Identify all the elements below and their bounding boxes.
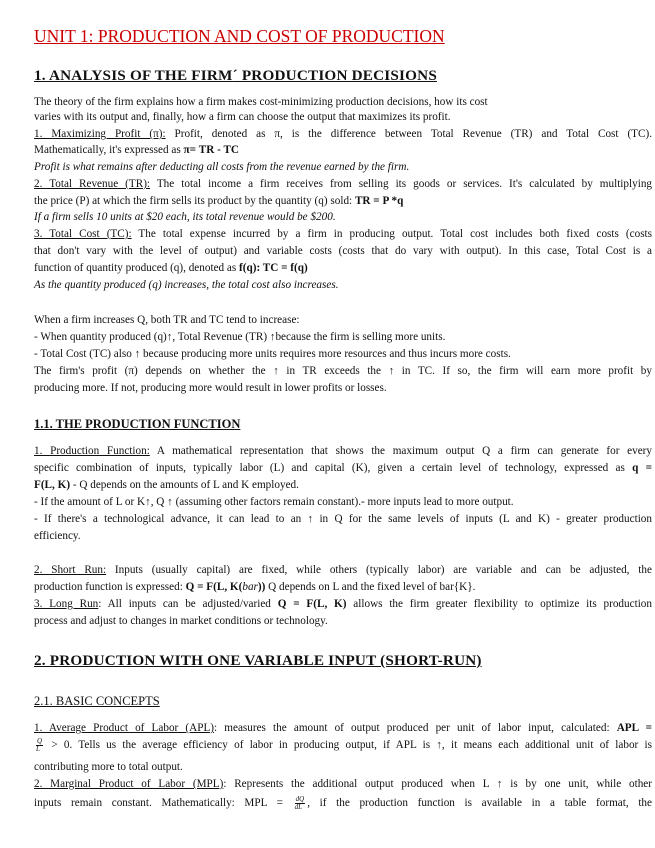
sr-formula-bar: bar (242, 581, 258, 593)
pf-line-2-text: specific combination of inputs, typically labor (L) and capital (K), given a certain level of technology, expressed as (34, 462, 633, 474)
apl-formula: APL = (616, 722, 653, 734)
profit-line-2 (34, 143, 652, 157)
lr-formula: Q = F(L, K) (277, 598, 347, 610)
pf-line-2 (34, 461, 652, 475)
sr-formula-a: Q = F(L, K( (185, 581, 243, 593)
tc-note: As the quantity produced (q) increases, the total cost also increases. (34, 279, 339, 291)
lr-label: 3. Long Run (34, 598, 99, 610)
apl-gt: > (45, 739, 64, 752)
sr-line-1 (34, 563, 652, 577)
mpl-line-1 (34, 777, 652, 791)
increase-bullet-1: - When quantity produced (q)↑, Total Revenue (TR) ↑because the firm is selling more units. (34, 331, 446, 343)
mpl-line-2 (34, 796, 652, 811)
section-1-1-heading: 1.1. THE PRODUCTION FUNCTION (34, 417, 241, 431)
apl-fraction (36, 738, 43, 753)
tr-formula: TR = P *q (354, 195, 404, 207)
mpl-fraction (295, 796, 306, 811)
section-1-heading-prefix: 1. ANALYSIS OF THE FIRM (34, 67, 233, 84)
sr-line-2 (34, 580, 652, 594)
section-2-heading: 2. PRODUCTION WITH ONE VARIABLE INPUT (SHORT-RUN) (34, 652, 482, 669)
profit-line-1 (34, 127, 652, 141)
tc-line-2: that don't vary with the level of output) and variable costs (costs that do vary with output). In this case, Total Cost is a (34, 245, 652, 257)
increase-bullet-2: - Total Cost (TC) also ↑ because producing more units requires more resources and thus incurs more costs. (34, 348, 511, 360)
tc-label: 3. Total Cost (TC): (34, 228, 132, 240)
sr-line-2-text: production function is expressed: (34, 581, 186, 593)
tc-line-1 (34, 227, 652, 241)
sr-formula-b: )) (257, 581, 266, 593)
unit-title: UNIT 1: PRODUCTION AND COST OF PRODUCTION (34, 26, 445, 46)
tr-text: The total income a firm receives from selling its goods or services. It's calculated by multiplying (150, 178, 653, 190)
lr-text: : All inputs can be adjusted/varied (98, 598, 278, 610)
sr-label: 2. Short Run: (34, 564, 107, 576)
apl-text: : measures the amount of output produced per unit of labor input, calculated: (214, 722, 617, 734)
tc-formula: f(q): TC = f(q) (239, 262, 308, 274)
increase-intro: When a firm increases Q, both TR and TC tend to increase: (34, 314, 300, 326)
profit-depends-line-1: The firm's profit (π) depends on whether the ↑ in TR exceeds the ↑ in TC. If so, the firm will earn more profit by (34, 365, 652, 377)
section-2-1-heading: 2.1. BASIC CONCEPTS (34, 694, 160, 708)
apl-line-3: contributing more to total output. (34, 761, 183, 773)
tc-line-3-text: function of quantity produced (q), denoted as (34, 262, 240, 274)
tr-line-1 (34, 177, 652, 191)
pf-text: A mathematical representation that shows the maximum output Q a firm can generate for every (149, 445, 652, 457)
profit-note: Profit is what remains after deducting all costs from the revenue earned by the firm. (34, 161, 410, 173)
pf-line-1 (34, 444, 652, 458)
apl-fraction-numerator: Q (37, 737, 43, 745)
intro-line-2: varies with its output and, finally, how a firm can choose the output that maximizes its profit. (34, 111, 451, 123)
mpl-label: 2. Marginal Product of Labor (MPL) (34, 778, 224, 790)
mpl-line-2-text: inputs remain constant. Mathematically: MPL = (34, 797, 293, 810)
lr-line-2: process and adjust to changes in market conditions or technology. (34, 615, 328, 627)
section-1-heading-suffix: ´ PRODUCTION DECISIONS (232, 67, 437, 84)
profit-depends-line-2: producing more. If not, producing more would result in lower profits or losses. (34, 382, 387, 394)
pf-bullet-2-line-1: - If there's a technological advance, it can lead to an ↑ in Q for the same levels of inputs (L and K) - greater production (34, 513, 652, 525)
mpl-fraction-denominator: dL (294, 803, 303, 811)
tc-line-3 (34, 261, 652, 275)
pf-line-3-text: - Q depends on the amounts of L and K employed. (70, 479, 299, 491)
pf-bullet-2-line-2: efficiency. (34, 530, 81, 542)
pf-bullet-1: - If the amount of L or K↑, Q ↑ (assuming other factors remain constant).- more inputs lead to more output. (34, 496, 514, 508)
tr-note: If a firm sells 10 units at $20 each, its total revenue would be $200. (34, 211, 336, 223)
tr-line-2-text: the price (P) at which the firm sells its product by the quantity (q) sold: (34, 195, 355, 207)
intro-line-1: The theory of the firm explains how a firm makes cost-minimizing production decisions, how its cost (34, 96, 488, 108)
pf-q: q = (632, 462, 652, 474)
apl-line-1 (34, 721, 652, 735)
apl-line-2 (34, 738, 652, 753)
tc-text: The total expense incurred by a firm in producing output. Total cost includes both fixed costs (costs (131, 228, 653, 240)
pf-label: 1. Production Function: (34, 445, 150, 457)
section-1-heading (34, 67, 652, 85)
pf-formula: F(L, K) (34, 479, 71, 491)
apl-fraction-denominator: L (36, 745, 40, 753)
profit-label: 1. Maximizing Profit (π): (34, 128, 166, 140)
profit-text: Profit, denoted as π, is the difference between Total Revenue (TR) and Total Cost (TC). (165, 128, 652, 140)
apl-line-2-text: . Tells us the average efficiency of labor in producing output, if APL is ↑, it means each additional unit of labor is (69, 739, 652, 752)
tr-label: 2. Total Revenue (TR): (34, 178, 151, 190)
pf-line-3 (34, 478, 652, 492)
mpl-text: : Represents the additional output produced when L ↑ is by one unit, while other (223, 778, 652, 790)
tr-line-2 (34, 194, 652, 208)
mpl-fraction-numerator: dQ (295, 795, 305, 803)
lr-line-1 (34, 597, 652, 611)
apl-label: 1. Average Product of Labor (APL) (34, 722, 215, 734)
sr-line-2-rest: Q depends on L and the fixed level of bar{K}. (265, 581, 476, 593)
profit-formula: π= TR - TC (183, 144, 239, 156)
mpl-line-2-rest: , if the production function is available in a table format, the (307, 797, 652, 810)
profit-line-2-text: Mathematically, it's expressed as (34, 144, 184, 156)
apl-zero: 0 (63, 739, 70, 752)
sr-text: Inputs (usually capital) are fixed, while others (typically labor) are variable and can be adjusted, the (106, 564, 652, 576)
lr-line-1-rest: allows the firm greater flexibility to optimize its production (346, 598, 652, 610)
